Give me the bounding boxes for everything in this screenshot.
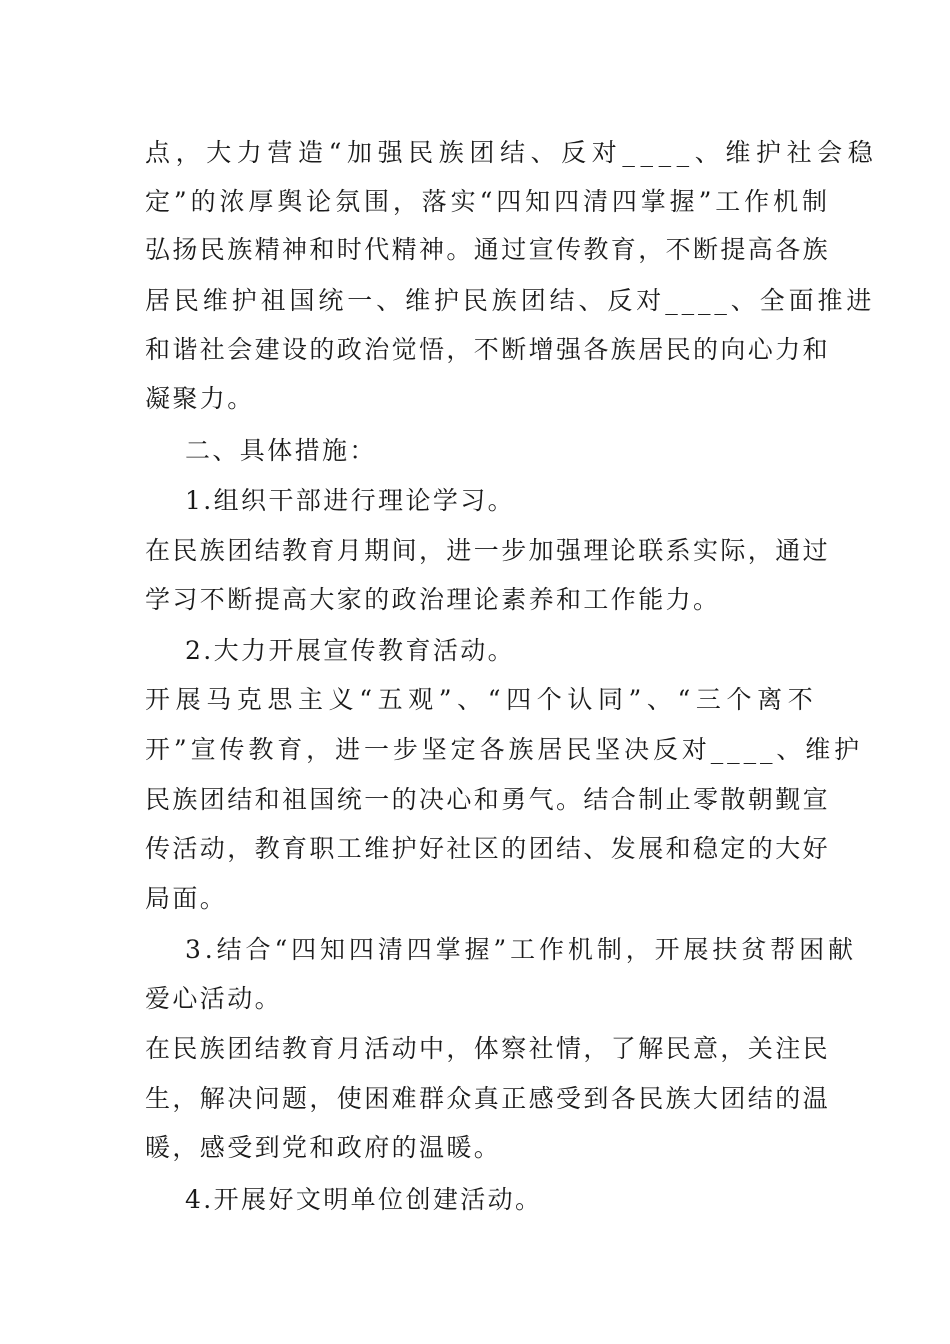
paragraph-line: 局面。 <box>145 884 228 913</box>
paragraph-line: 在民族团结教育月期间，进一步加强理论联系实际，通过 <box>145 536 831 565</box>
paragraph-line: 学习不断提高大家的政治理论素养和工作能力。 <box>145 585 721 614</box>
paragraph-line: 居民维护祖国统一、维护民族团结、反对____、全面推进 <box>145 286 876 315</box>
paragraph-line: 在民族团结教育月活动中，体察社情，了解民意，关注民 <box>145 1034 831 1063</box>
list-item-heading: 3.结合“四知四清四掌握”工作机制，开展扶贫帮困献 <box>185 935 857 964</box>
paragraph-line: 弘扬民族精神和时代精神。通过宣传教育，不断提高各族 <box>145 235 831 264</box>
paragraph-line: 开”宣传教育，进一步坚定各族居民坚决反对____、维护 <box>145 735 864 764</box>
paragraph-line: 暖，感受到党和政府的温暖。 <box>145 1133 502 1162</box>
paragraph-line: 生，解决问题，使困难群众真正感受到各民族大团结的温 <box>145 1084 831 1113</box>
paragraph-line: 定”的浓厚舆论氛围，落实“四知四清四掌握”工作机制 <box>145 187 831 216</box>
list-item-heading: 1.组织干部进行理论学习。 <box>185 486 516 515</box>
list-item-heading: 4.开展好文明单位创建活动。 <box>185 1185 543 1214</box>
paragraph-line: 点，大力营造“加强民族团结、反对____、维护社会稳 <box>145 138 879 167</box>
paragraph-line: 爱心活动。 <box>145 984 283 1013</box>
paragraph-line: 和谐社会建设的政治觉悟，不断增强各族居民的向心力和 <box>145 335 831 364</box>
list-item-heading: 2.大力开展宣传教育活动。 <box>185 636 516 665</box>
paragraph-line: 传活动，教育职工维护好社区的团结、发展和稳定的大好 <box>145 834 831 863</box>
paragraph-line: 凝聚力。 <box>145 384 255 413</box>
section-heading: 二、具体措施： <box>185 436 377 465</box>
paragraph-line: 开展马克思主义“五观”、“四个认同”、“三个离不 <box>145 685 819 714</box>
paragraph-line: 民族团结和祖国统一的决心和勇气。结合制止零散朝觐宣 <box>145 785 831 814</box>
